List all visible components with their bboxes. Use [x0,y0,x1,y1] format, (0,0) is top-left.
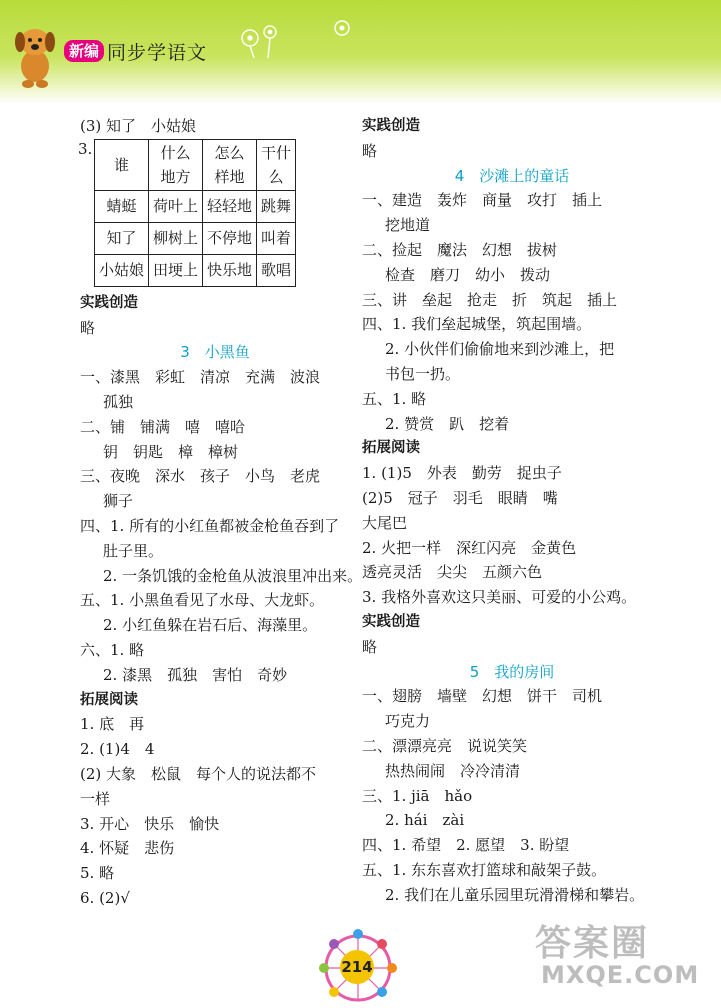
answer-line: 略 [362,141,378,160]
answer-line: (3) 知了 小姑娘 [80,117,197,135]
table-cell: 干什 么 [257,139,296,190]
answer-line: 2. 火把一样 深红闪亮 金黄色 [362,538,577,557]
watermark-url: MXQE.COM [541,961,700,989]
answer-line: 大尾巴 [362,513,408,532]
table-cell: 谁 [95,139,149,190]
answer-line: 3. 我格外喜欢这只美丽、可爱的小公鸡。 [362,588,637,607]
table-cell: 小姑娘 [95,254,149,286]
answer-line: 四、1. 所有的小红鱼都被金枪鱼吞到了 [80,516,340,535]
answer-line: 2. 小红鱼躲在岩石后、海藻里。 [103,616,318,635]
answer-line: 钥 钥匙 樟 樟树 [103,442,239,461]
page-number: 214 [340,950,374,984]
watermark-logo [535,915,710,1003]
table-cell: 不停地 [203,222,257,254]
answer-line: 五、1. 小黑鱼看见了水母、大龙虾。 [80,591,325,610]
left-answer-column [78,114,363,911]
answer-line: 2. 赞赏 趴 挖着 [385,414,510,433]
lesson-title: 4 沙滩上的童话 [454,166,570,185]
answer-line: 检查 磨刀 幼小 拨动 [385,265,551,284]
section-heading: 拓展阅读 [80,691,138,708]
right-answer-column [362,114,662,908]
section-heading: 实践创造 [80,294,138,311]
answer-line: 一、漆黑 彩虹 清凉 充满 波浪 [80,368,321,387]
answer-line: 2. 一条饥饿的金枪鱼从波浪里冲出来。 [103,566,363,585]
section-heading: 拓展阅读 [362,440,420,457]
answer-line: 五、1. 东东喜欢打篮球和敲架子鼓。 [362,860,607,879]
answer-line: 2. 漆黑 孤独 害怕 奇妙 [103,665,288,684]
answer-line: 四、1. 我们垒起城堡，筑起围墙。 [362,315,592,334]
answer-line: 三、1. jiā hǎo [362,786,473,805]
table-cell: 快乐地 [203,254,257,286]
answer-line: 二、漂漂亮亮 说说笑笑 [362,736,528,755]
answer-line: 2. 我们在儿童乐园里玩滑滑梯和攀岩。 [385,885,645,904]
table-row [95,190,296,222]
table-cell: 知了 [95,222,149,254]
answer-line: (2) 大象 松鼠 每个人的说法都不 [80,764,317,783]
table-cell: 怎么 样地 [203,139,257,190]
table-cell: 荷叶上 [149,190,203,222]
answer-line: 巧克力 [385,712,431,731]
answer-line: 3. 开心 快乐 愉快 [80,814,220,833]
answer-line: 孤独 [103,392,134,411]
table-question-number: 3. [78,139,93,158]
table-cell: 跳舞 [257,190,296,222]
watermark-brand: 答案圈 [535,923,650,964]
answer-line: 热热闹闹 冷冷清清 [385,761,521,780]
answer-line: 4. 怀疑 悲伤 [80,839,175,858]
table-cell: 蜻蜓 [95,190,149,222]
answer-line: 1. (1)5 外表 勤劳 捉虫子 [362,464,562,483]
answer-line: 狮子 [103,492,134,511]
answer-line: 五、1. 略 [362,389,427,408]
table-row [95,139,296,190]
answer-line: 三、夜晚 深水 孩子 小鸟 老虎 [80,467,321,486]
answer-line: 6. (2)√ [80,888,130,907]
table-cell: 歌唱 [257,254,296,286]
table-cell: 轻轻地 [203,190,257,222]
table-row [95,254,296,286]
table-cell: 叫着 [257,222,296,254]
lesson-title: 3 小黑鱼 [180,343,250,362]
answer-line: 挖地道 [385,216,431,235]
answer-line: 三、讲 垒起 抢走 折 筑起 插上 [362,290,618,309]
answer-line: (2)5 冠子 羽毛 眼睛 嘴 [362,488,558,507]
table-cell: 什么 地方 [149,139,203,190]
answer-line: 二、铺 铺满 嘻 嘻哈 [80,417,246,436]
answer-line: 略 [80,318,96,337]
answer-line: 二、捡起 魔法 幻想 拔树 [362,240,558,259]
answer-line: 一样 [80,789,111,808]
answer-line: 2. hái zài [385,811,465,830]
table-cell: 柳树上 [149,222,203,254]
dandelion-decoration-icon [238,18,368,58]
answer-line: 5. 略 [80,864,115,883]
answer-line: 2. 小伙伴们偷偷地来到沙滩上，把 [385,340,615,359]
answer-line: 书包一扔。 [385,364,461,383]
section-heading: 实践创造 [362,118,420,134]
word-table [94,139,296,287]
answer-line: 一、翅膀 墙壁 幻想 饼干 司机 [362,687,603,706]
answer-line: 1. 底 再 [80,715,145,734]
answer-line: 一、建造 轰炸 商量 攻打 插上 [362,191,603,210]
answer-line: 略 [362,637,378,656]
answer-line: 肚子里。 [103,541,164,560]
answer-table-block [80,139,350,287]
table-cell: 田埂上 [149,254,203,286]
section-heading: 实践创造 [362,613,420,630]
puppy-mascot-icon [10,20,60,90]
answer-line: 透亮灵活 尖尖 五颜六色 [362,563,543,582]
table-row [95,222,296,254]
book-title: 同步学语文 [107,42,208,64]
answer-line: 2. (1)4 4 [80,740,155,759]
brand-badge: 新编 [64,40,104,62]
answer-line: 四、1. 希望 2. 愿望 3. 盼望 [362,836,570,855]
header-banner [0,0,721,104]
lesson-title: 5 我的房间 [469,662,555,681]
answer-line: 六、1. 略 [80,640,145,659]
